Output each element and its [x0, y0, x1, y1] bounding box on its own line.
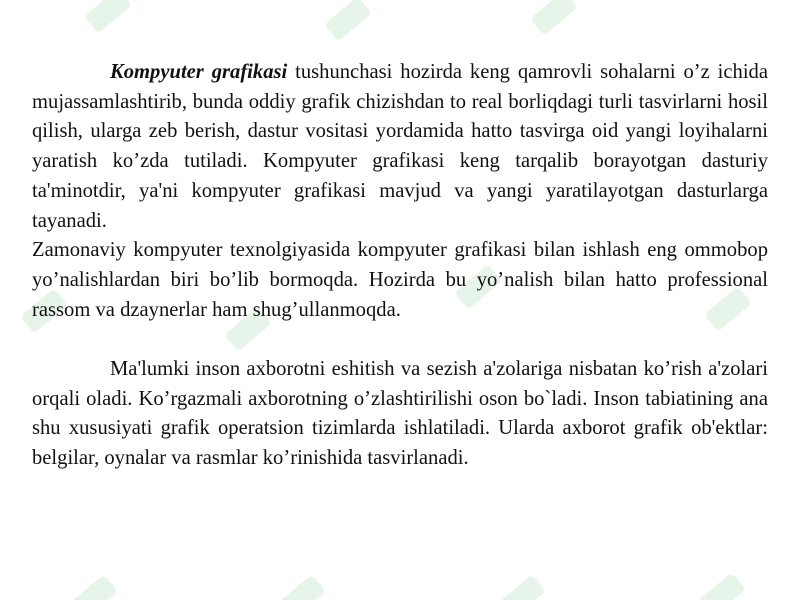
watermark-mark — [498, 574, 546, 600]
paragraph-malumki: Ma'lumki inson axborotni eshitish va sezish a'zolariga nisbatan ko’rish a'zolari orqali oladi. Ko’rgazmali axborotning o’zlashtirilishi oson bo`ladi. Inson tabiatining ana shu xususiyati grafik operatsion tizimlarda ishlatiladi. Ularda axborot grafik ob'ektlar: belgilar, oynalar va rasmlar ko’rinishida tasvirlanadi. — [32, 358, 768, 470]
paragraph-1-text: tushunchasi hozirda keng qamrovli sohalarni o’z ichida mujassamlashtirib, bunda oddiy grafik chizishdan to real borliqdagi turli tasvirlarni hosil qilish, ularga zeb berish, dastur vositasi yordamida hatto tasvirga oid yangi loyihalarni yaratish ko’zda tutiladi. Kompyuter grafikasi keng tarqalib borayotgan dasturiy ta'minotdir, ya'ni kompyuter grafikasi mavjud va yangi yaratilayotgan dasturlarga tayanadi. — [32, 61, 768, 232]
watermark-mark — [70, 574, 118, 600]
paragraph-kompyuter-grafikasi — [32, 58, 768, 236]
term-kompyuter-grafikasi: Kompyuter grafikasi — [110, 61, 288, 83]
watermark-mark — [530, 0, 578, 36]
document-body — [32, 58, 768, 474]
watermark-mark — [698, 572, 746, 600]
paragraph-spacer — [32, 325, 768, 355]
watermark-mark — [324, 0, 372, 42]
paragraph-zamonaviy: Zamonaviy kompyuter texnolgiyasida kompyuter grafikasi bilan ishlash eng ommobop yo’nalishlardan biri bo’lib bormoqda. Hozirda bu yo’nalish bilan hatto professional rassom va dzaynerlar ham shug’ullanmoqda. — [32, 239, 768, 321]
watermark-mark — [84, 0, 132, 34]
watermark-mark — [278, 574, 326, 600]
